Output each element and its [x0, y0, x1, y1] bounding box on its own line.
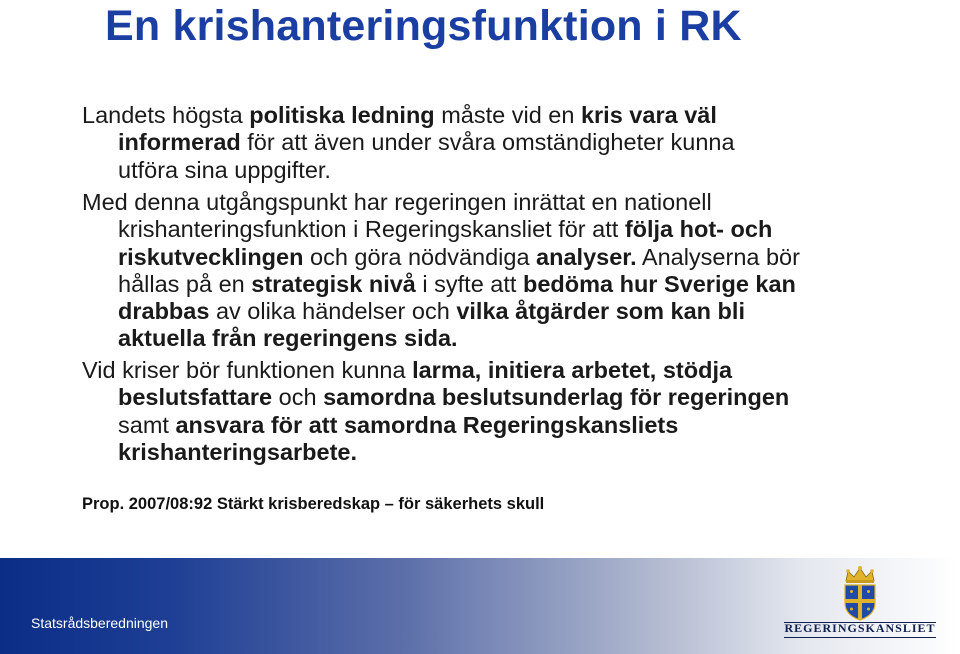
text-line: hållas på en strategisk nivå i syfte att bedöma hur Sverige kan [118, 270, 796, 297]
paragraph-crisis-tasks [82, 357, 912, 466]
logo-wordmark: REGERINGSKANSLIET [784, 621, 936, 635]
text-line: krishanteringsarbete. [118, 438, 358, 465]
slide-title: En krishanteringsfunktion i RK [105, 2, 742, 50]
text-line: samt ansvara för att samordna Regeringskansliets [118, 411, 679, 438]
text-line: krishanteringsfunktion i Regeringskansliet för att följa hot- och [118, 216, 773, 243]
text-line: utföra sina uppgifter. [118, 156, 331, 183]
logo-rule-bottom [784, 637, 936, 638]
text-line: aktuella från regeringens sida. [118, 325, 458, 352]
text-line: riskutvecklingen och göra nödvändiga analyser. Analyserna bör [118, 243, 800, 270]
text-line: Vid kriser bör funktionen kunna larma, initiera arbetet, stödja [82, 357, 733, 383]
crown-shield-icon [836, 565, 884, 621]
text-line: drabbas av olika händelser och vilka åtgärder som kan bli [118, 298, 745, 325]
source-reference: Prop. 2007/08:92 Stärkt krisberedskap – för säkerhets skull [82, 495, 545, 513]
text-line: informerad för att även under svåra omständigheter kunna [118, 129, 735, 156]
text-line: Med denna utgångspunkt har regeringen inrättat en nationell [82, 189, 712, 215]
regeringskansliet-logo [780, 565, 940, 645]
footer-organization: Statsrådsberedningen [31, 615, 168, 631]
paragraph-crisis-function [82, 189, 912, 353]
text-line: Landets högsta politiska ledning måste vid en kris vara väl [82, 102, 717, 128]
paragraph-political-leadership [82, 102, 912, 184]
text-line: beslutsfattare och samordna beslutsunderlag för regeringen [118, 384, 790, 411]
